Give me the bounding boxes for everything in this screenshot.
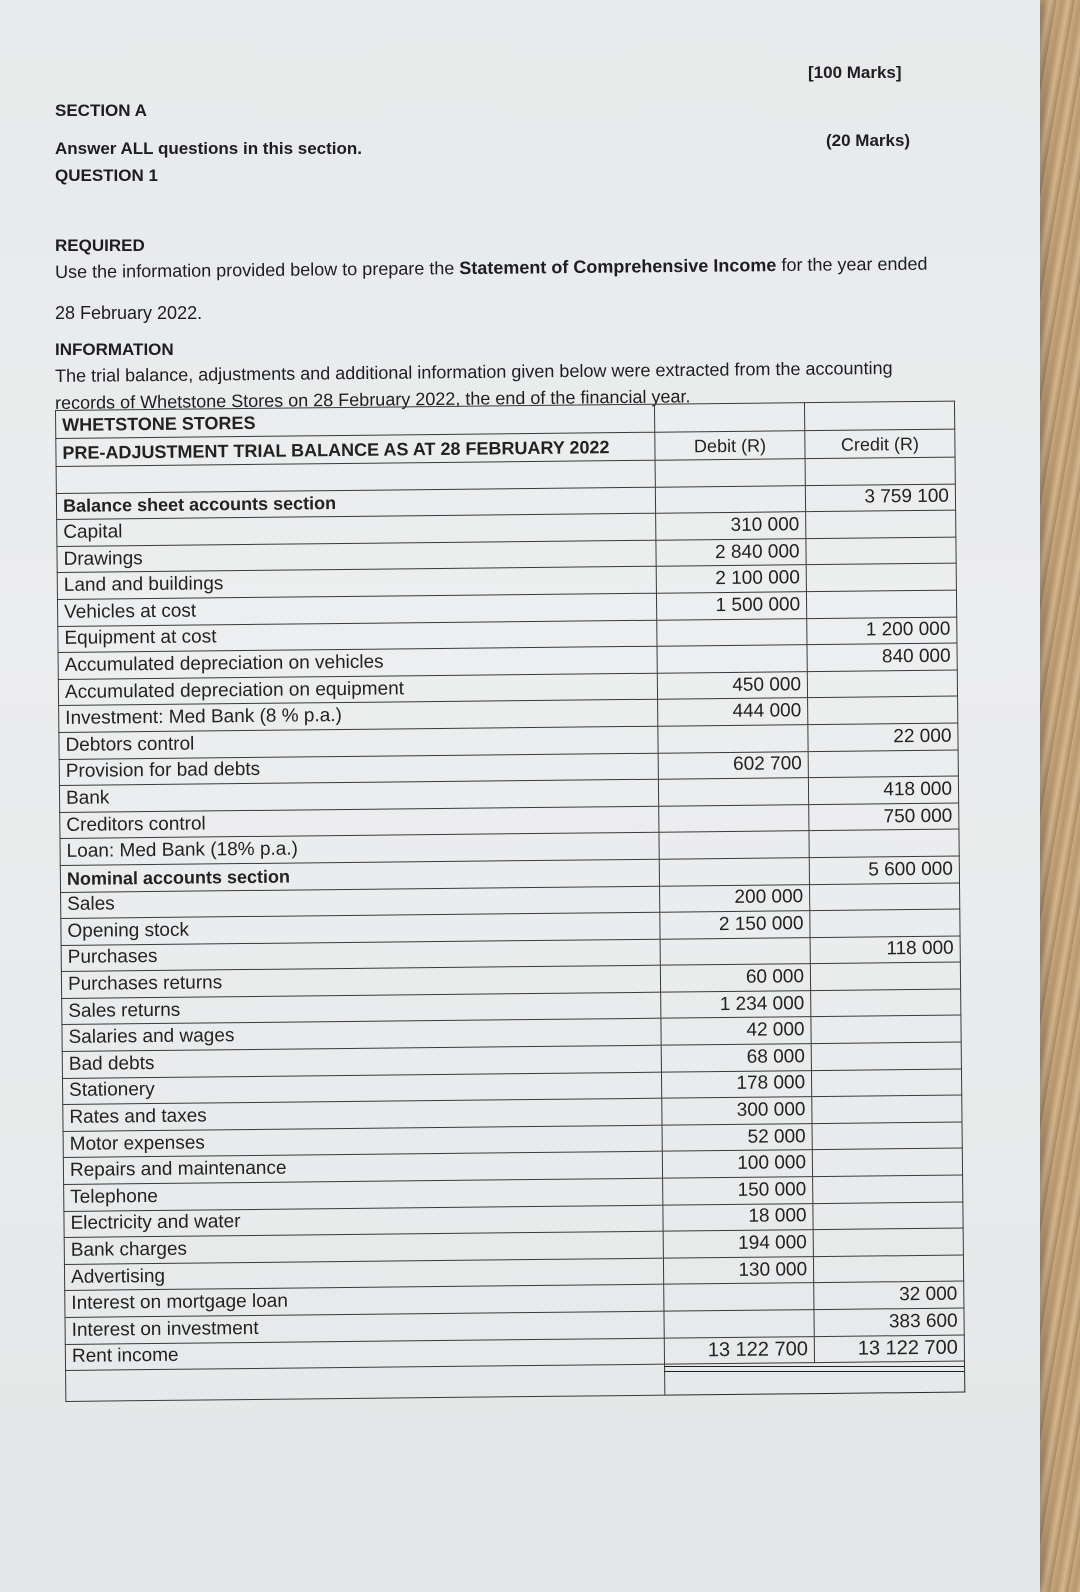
section-title: SECTION A xyxy=(55,101,147,120)
table-rows xyxy=(56,484,964,1402)
account-label: Telephone xyxy=(64,1178,663,1211)
debit-value: 130 000 xyxy=(664,1256,814,1284)
total-double-underline xyxy=(664,1366,964,1372)
credit-value xyxy=(812,1069,962,1097)
credit-value xyxy=(806,537,956,565)
debit-value: 2 150 000 xyxy=(660,911,810,939)
trial-balance-table xyxy=(55,401,965,1403)
debit-value: 42 000 xyxy=(661,1017,811,1045)
debit-value xyxy=(657,645,807,673)
credit-value xyxy=(811,1042,961,1070)
debit-value xyxy=(655,485,805,513)
debit-value: 100 000 xyxy=(662,1150,812,1178)
account-label: Drawings xyxy=(57,540,656,573)
credit-value xyxy=(813,1202,963,1230)
debit-value xyxy=(657,618,807,646)
debit-value: 200 000 xyxy=(660,884,810,912)
account-label: Salaries and wages xyxy=(62,1019,661,1052)
credit-value: 5 600 000 xyxy=(809,856,959,884)
account-label: Stationery xyxy=(62,1072,661,1105)
question-marks: (20 Marks) xyxy=(826,131,911,150)
debit-value xyxy=(659,778,809,806)
credit-value xyxy=(806,590,956,618)
credit-value: 383 600 xyxy=(814,1308,964,1336)
credit-value: 418 000 xyxy=(808,776,958,804)
credit-value xyxy=(808,696,958,724)
total-marks: [100 Marks] xyxy=(808,63,902,82)
debit-value: 2 840 000 xyxy=(656,538,806,566)
debit-value: 178 000 xyxy=(662,1070,812,1098)
account-label: Purchases returns xyxy=(61,965,660,998)
account-label: Sales xyxy=(61,886,660,919)
credit-value: 13 122 700 xyxy=(814,1335,964,1363)
debit-value: 194 000 xyxy=(663,1230,813,1258)
credit-value xyxy=(813,1228,963,1256)
credit-value xyxy=(806,510,956,538)
required-heading: REQUIRED xyxy=(55,236,145,255)
credit-value: 1 200 000 xyxy=(807,617,957,645)
credit-value xyxy=(806,563,956,591)
account-label: Investment: Med Bank (8 % p.a.) xyxy=(59,700,658,733)
debit-value: 18 000 xyxy=(663,1203,813,1231)
account-label: Rates and taxes xyxy=(63,1098,662,1131)
credit-value xyxy=(813,1255,963,1283)
instruction: Answer ALL questions in this section. xyxy=(55,139,362,158)
debit-value xyxy=(658,725,808,753)
debit-value: 602 700 xyxy=(658,751,808,779)
debit-value xyxy=(659,804,809,832)
credit-value xyxy=(812,1095,962,1123)
credit-value xyxy=(811,989,961,1017)
credit-value: 750 000 xyxy=(809,803,959,831)
debit-value xyxy=(659,831,809,859)
debit-value: 1 500 000 xyxy=(657,592,807,620)
credit-value xyxy=(810,962,960,990)
information-line-2: records of Whetstone Stores on 28 February 2022, the end of the financial year. xyxy=(55,386,691,413)
account-label: Equipment at cost xyxy=(58,620,657,653)
account-label: Debtors control xyxy=(59,726,658,759)
information-heading: INFORMATION xyxy=(55,340,174,359)
credit-value: 118 000 xyxy=(810,936,960,964)
account-label: Vehicles at cost xyxy=(57,593,656,626)
credit-value: 32 000 xyxy=(814,1281,964,1309)
credit-value xyxy=(812,1148,962,1176)
table-title: PRE-ADJUSTMENT TRIAL BALANCE AS AT 28 FEBRUARY 2022 xyxy=(56,432,655,466)
credit-value xyxy=(808,750,958,778)
account-label: Interest on investment xyxy=(65,1311,664,1344)
debit-value: 2 100 000 xyxy=(656,565,806,593)
account-label: Purchases xyxy=(61,939,660,972)
question-title: QUESTION 1 xyxy=(55,166,158,185)
account-label: Opening stock xyxy=(61,912,660,945)
debit-value: 52 000 xyxy=(662,1123,812,1151)
debit-value xyxy=(659,858,809,886)
credit-value: 3 759 100 xyxy=(805,484,955,512)
debit-value: 450 000 xyxy=(657,671,807,699)
credit-value xyxy=(810,883,960,911)
account-label: Capital xyxy=(57,513,656,546)
account-label: Bank charges xyxy=(64,1231,663,1264)
debit-value: 150 000 xyxy=(663,1177,813,1205)
debit-value: 300 000 xyxy=(662,1097,812,1125)
credit-value xyxy=(813,1175,963,1203)
information-line-1: The trial balance, adjustments and additional information given below were extracted from the accounting xyxy=(55,357,893,386)
account-label: Rent income xyxy=(65,1338,664,1371)
account-label: Land and buildings xyxy=(57,567,656,600)
account-label: Bank xyxy=(59,779,658,812)
required-line-2: 28 February 2022. xyxy=(55,303,203,323)
credit-value xyxy=(812,1122,962,1150)
credit-value xyxy=(810,909,960,937)
debit-value: 68 000 xyxy=(661,1044,811,1072)
credit-value xyxy=(807,670,957,698)
debit-value: 1 234 000 xyxy=(661,990,811,1018)
debit-value: 60 000 xyxy=(660,964,810,992)
debit-value: 13 122 700 xyxy=(664,1336,814,1364)
credit-value: 840 000 xyxy=(807,643,957,671)
account-label: Motor expenses xyxy=(63,1125,662,1158)
account-label: Nominal accounts section xyxy=(60,859,659,892)
account-label: Creditors control xyxy=(60,806,659,839)
debit-value: 310 000 xyxy=(656,512,806,540)
debit-value: 444 000 xyxy=(658,698,808,726)
table-company: WHETSTONE STORES xyxy=(56,404,655,438)
account-label: Repairs and maintenance xyxy=(63,1152,662,1185)
account-label: Bad debts xyxy=(62,1045,661,1078)
credit-value xyxy=(811,1016,961,1044)
credit-header: Credit (R) xyxy=(805,429,955,459)
account-label: Advertising xyxy=(64,1258,663,1291)
account-label: Accumulated depreciation on vehicles xyxy=(58,646,657,679)
debit-header: Debit (R) xyxy=(655,431,805,461)
account-label: Accumulated depreciation on equipment xyxy=(58,673,657,706)
account-label: Sales returns xyxy=(62,992,661,1025)
account-label: Loan: Med Bank (18% p.a.) xyxy=(60,833,659,866)
account-label: Electricity and water xyxy=(64,1205,663,1238)
credit-value xyxy=(809,829,959,857)
account-label: Interest on mortgage loan xyxy=(65,1285,664,1318)
account-label: Provision for bad debts xyxy=(59,753,658,786)
account-label: Balance sheet accounts section xyxy=(56,487,655,520)
debit-value xyxy=(660,937,810,965)
required-line-1: Use the information provided below to prepare the Statement of Comprehensive Income for the year ended xyxy=(55,253,928,282)
debit-value xyxy=(664,1283,814,1311)
debit-value xyxy=(664,1310,814,1338)
credit-value: 22 000 xyxy=(808,723,958,751)
